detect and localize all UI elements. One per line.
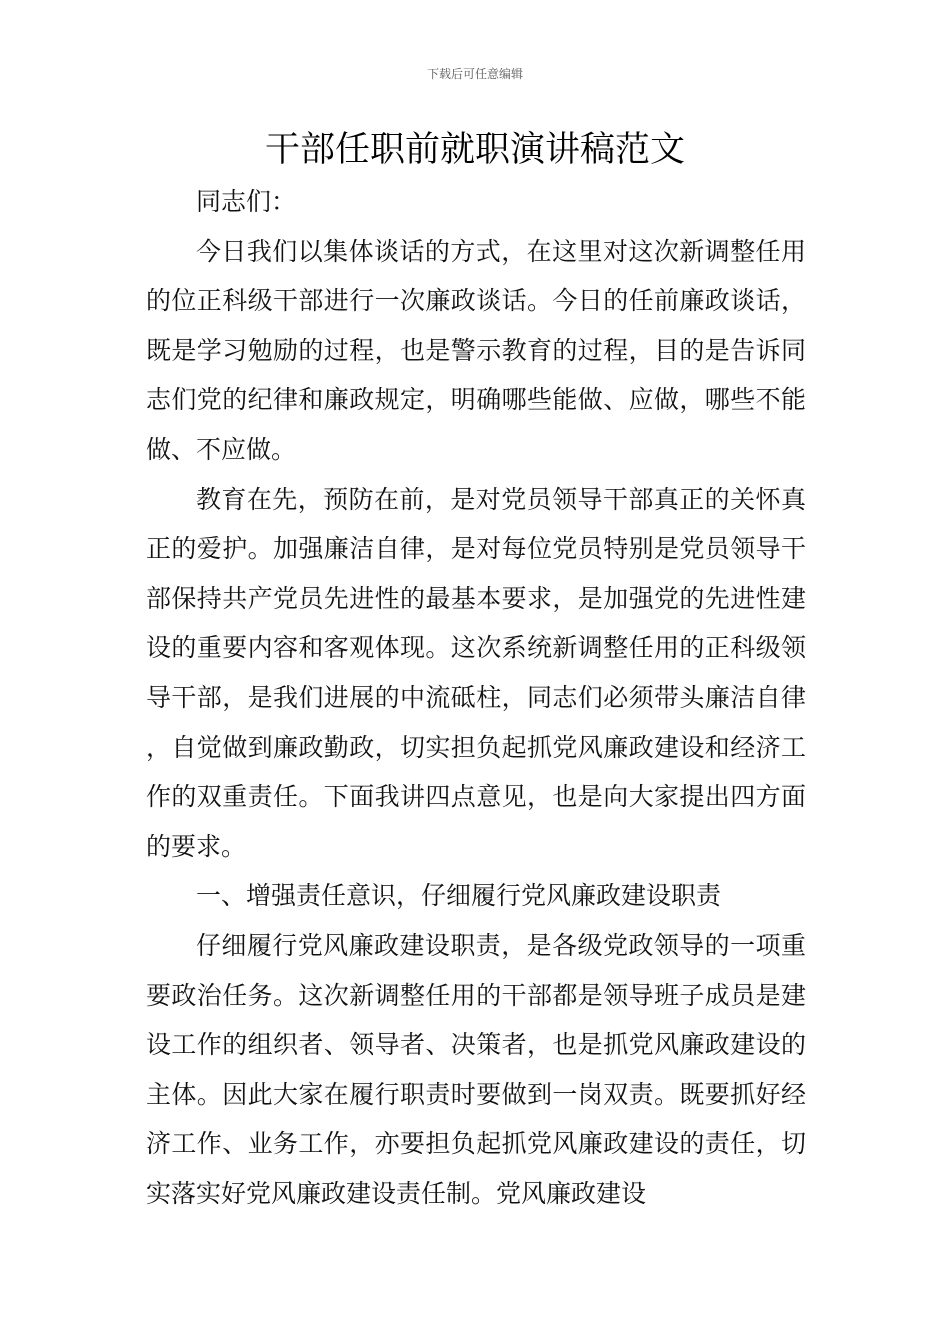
header-note: 下载后可任意编辑 xyxy=(426,67,523,81)
education-paragraph: 教育在先，预防在前，是对党员领导干部真正的关怀真正的爱护。加强廉洁自律，是对每位党员特别是党员领导干部保持共产党员先进性的最基本要求，是加强党的先进性建设的重要内容和客观体现。这次系统新调整任用的正科级领导干部，是我们进展的中流砥柱，同志们必须带头廉洁自律，自觉做到廉政勤政，切实担负起抓党风廉政建设和经济工作的双重责任。下面我讲四点意见，也是向大家提出四方面的要求。 xyxy=(146,484,806,861)
salutation-paragraph: 同志们： xyxy=(196,187,297,216)
section-heading-1: 一、增强责任意识，仔细履行党风廉政建设职责 xyxy=(196,881,722,911)
intro-paragraph: 今日我们以集体谈话的方式，在这里对这次新调整任用的位正科级干部进行一次廉政谈话。今日的任前廉政谈话，既是学习勉励的过程，也是警示教育的过程，目的是告诉同志们党的纪律和廉政规定，明确哪些能做、应做，哪些不能做、不应做。 xyxy=(146,236,806,464)
document-body xyxy=(146,177,806,1218)
section-1-paragraph: 仔细履行党风廉政建设职责，是各级党政领导的一项重要政治任务。这次新调整任用的干部都是领导班子成员是建设工作的组织者、领导者、决策者，也是抓党风廉政建设的主体。因此大家在履行职责时要做到一岗双责。既要抓好经济工作、业务工作，亦要担负起抓党风廉政建设的责任，切实落实好党风廉政建设责任制。党风廉政建设 xyxy=(146,930,806,1208)
document-title: 干部任职前就职演讲稿范文 xyxy=(264,130,685,170)
